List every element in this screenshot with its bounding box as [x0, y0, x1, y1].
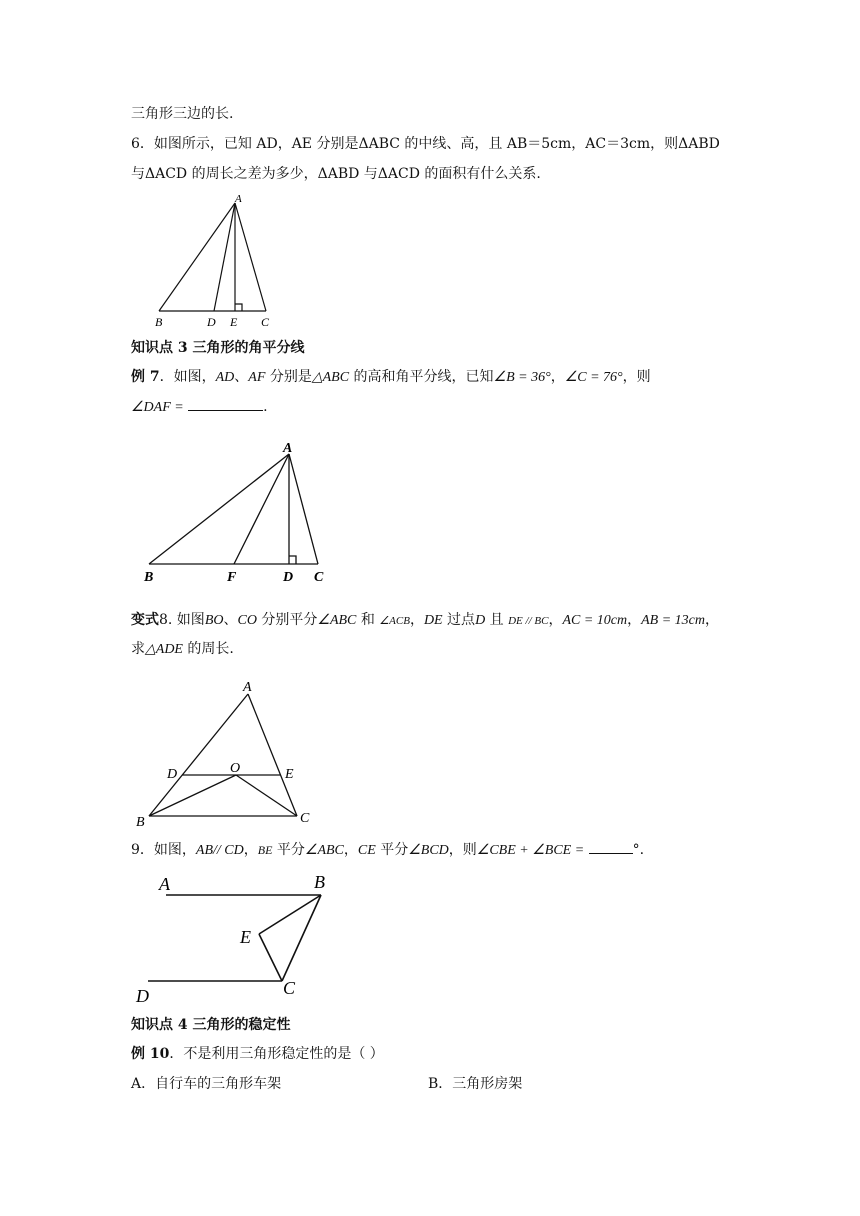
ex7-text: 分别是: [265, 369, 312, 385]
ex7-sep: 、: [234, 369, 249, 385]
text-line-1: 三角形三边的长.: [131, 106, 234, 122]
fig7-label-c: C: [314, 570, 324, 585]
fig9-label-a: A: [159, 874, 170, 894]
example-7-label: 例 7: [131, 369, 160, 385]
answer-blank[interactable]: [188, 396, 263, 411]
var8-text: 且: [485, 612, 509, 628]
fig9-label-d: D: [136, 986, 149, 1006]
q9-angle-abc: ∠ABC: [304, 843, 344, 858]
var8-text: 的周长.: [182, 641, 234, 657]
fig7-label-a: A: [283, 441, 293, 456]
fig7-label-d: D: [283, 570, 294, 585]
question-6-line-1: 6．如图所示，已知 AD，AE 分别是ΔABC 的中线、高，且 AB＝5cm，AC＝3cm，则ΔABD: [131, 136, 720, 152]
fig9-label-e: E: [240, 927, 251, 947]
fig6-label-d: D: [207, 315, 216, 329]
fig8-label-d: D: [167, 767, 178, 782]
var8-de: DE: [423, 613, 443, 628]
example-10-label: 例 10: [131, 1046, 170, 1062]
q9-text: ，: [243, 842, 258, 858]
figure-9-parallel-lines: [132, 866, 342, 1011]
ex7-angle-b: ∠B = 36°: [493, 370, 551, 385]
ex7-ad: AD: [215, 370, 235, 385]
section-3-heading: 知识点 3 三角形的角平分线: [131, 340, 305, 356]
question-6-line-2: 与ΔACD 的周长之差为多少，ΔABD 与ΔACD 的面积有什么关系.: [131, 166, 541, 182]
ex7-end: .: [263, 399, 268, 415]
fig8-label-b: B: [136, 815, 145, 830]
var8-de-parallel-bc: DE // BC: [508, 615, 549, 627]
fig6-label-a: A: [235, 193, 242, 205]
q9-be: BE: [257, 843, 273, 857]
var8-bo: BO: [204, 613, 224, 628]
ex7-text: 的高和角平分线，已知: [349, 369, 494, 385]
var8-triangle-ade: △ADE: [145, 642, 183, 657]
variant-8-line-2: [131, 639, 234, 660]
example-7-line-1: [131, 367, 651, 388]
example-10-line: [131, 1044, 384, 1064]
fig7-label-f: F: [227, 570, 237, 585]
q9-ab-parallel-cd: AB// CD: [195, 843, 244, 858]
fig6-label-c: C: [261, 315, 270, 329]
ex7-angle-c: ∠C = 76°: [564, 370, 623, 385]
q9-angle-sum: ∠CBE + ∠BCE =: [476, 843, 585, 858]
var8-text: ，: [627, 612, 642, 628]
ex7-daf: ∠DAF =: [131, 400, 184, 415]
var8-text: ，: [704, 612, 719, 628]
figure-6-triangle: [150, 190, 280, 335]
ex7-text: ，: [550, 369, 565, 385]
section-4-heading: 知识点 4 三角形的稳定性: [131, 1017, 291, 1033]
figure-7-triangle: [140, 436, 340, 586]
q9-angle-bcd: ∠BCD: [408, 843, 449, 858]
ex10-text: ．不是利用三角形稳定性的是（ ）: [169, 1046, 384, 1062]
var8-angle-abc: ∠ABC: [317, 613, 357, 628]
var8-text: ，: [548, 612, 563, 628]
var8-d: D: [475, 613, 486, 628]
fig9-label-b: B: [314, 872, 325, 892]
q9-text: 9．如图，: [131, 842, 196, 858]
fig8-label-a: A: [243, 680, 252, 695]
var8-text: ，: [409, 612, 424, 628]
q9-ce: CE: [357, 843, 376, 858]
option-a[interactable]: A．自行车的三角形车架: [131, 1076, 282, 1092]
q9-text: ，则: [448, 842, 477, 858]
var8-co: CO: [237, 613, 257, 628]
var8-ac: AC = 10cm: [562, 613, 628, 628]
q9-text: 平分: [375, 842, 409, 858]
fig6-label-b: B: [155, 315, 163, 329]
q9-text: ，: [343, 842, 358, 858]
question-9-line: [131, 839, 644, 861]
example-7-line-2: [131, 396, 268, 418]
variant-8-label: 变式: [131, 612, 159, 628]
var8-angle-acb: ∠ACB: [379, 615, 410, 627]
ex7-text: ．如图，: [159, 369, 216, 385]
ex7-triangle: △ABC: [311, 370, 350, 385]
figure-8-triangle: [132, 674, 332, 834]
var8-text: 分别平分: [256, 612, 318, 628]
var8-text: 过点: [442, 612, 476, 628]
var8-ab: AB = 13cm: [641, 613, 705, 628]
fig8-label-e: E: [285, 767, 294, 782]
fig6-label-e: E: [230, 315, 238, 329]
q9-text: 平分: [272, 842, 305, 858]
var8-sep: 、: [223, 612, 238, 628]
fig9-label-c: C: [283, 978, 296, 998]
fig8-label-o: O: [230, 761, 241, 776]
ex7-text: ，则: [622, 369, 651, 385]
var8-text: 8. 如图: [159, 612, 205, 628]
var8-text: 求: [131, 641, 145, 657]
ex7-af: AF: [248, 370, 266, 385]
fig7-label-b: B: [144, 570, 154, 585]
option-b[interactable]: B．三角形房架: [428, 1076, 523, 1092]
answer-blank[interactable]: [589, 839, 633, 854]
var8-text: 和: [356, 612, 380, 628]
fig8-label-c: C: [300, 811, 310, 826]
variant-8-line-1: [131, 610, 719, 631]
q9-end: °.: [632, 842, 645, 858]
